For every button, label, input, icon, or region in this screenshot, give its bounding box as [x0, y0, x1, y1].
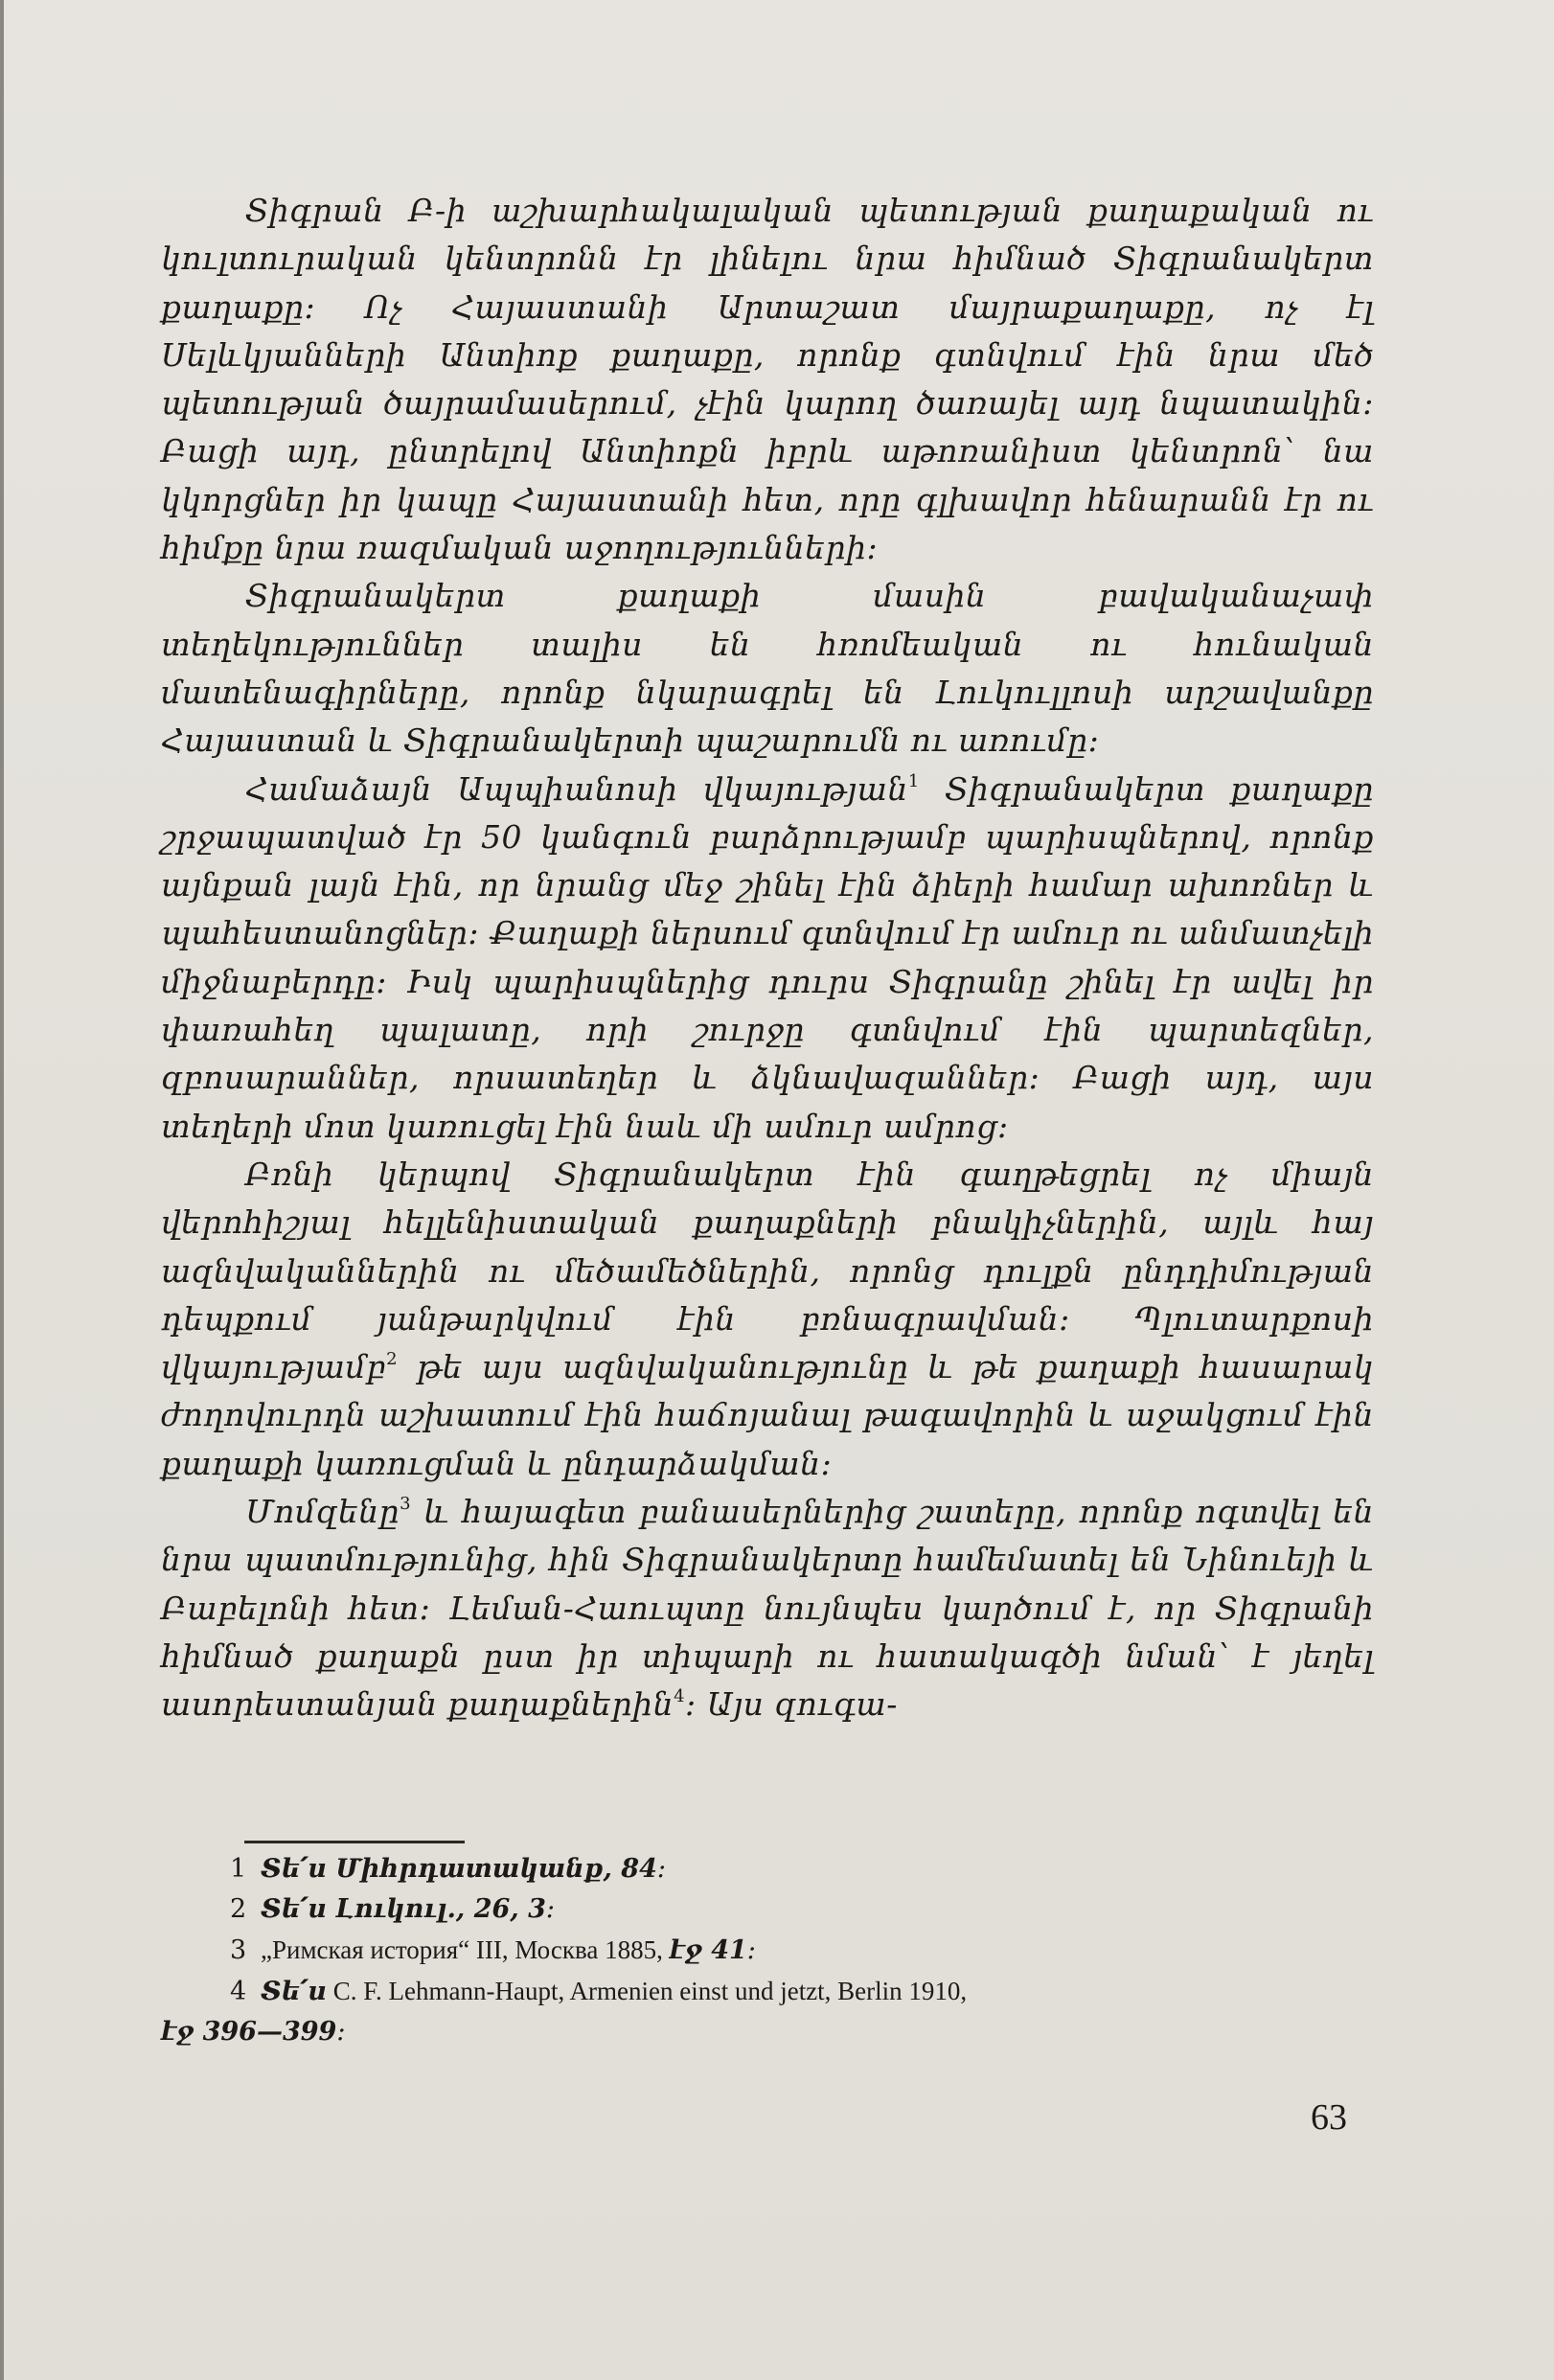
footnote-3: [161, 1930, 1374, 1971]
paragraph-text: Տիգրան Բ-ի աշխարհակալական պետության քաղաքական ու կուլտուրական կենտրոնն էր լինելու նրա հիմնած Տիգրանակերտ քաղաքը։ Ոչ Հայաստանի Արտաշատ մայրաքաղաքը, ոչ էլ Սելևկյանների Անտիոք քաղաքը, որոնք գտնվում էին նրա մեծ պետության ծայրամասերում, չէին կարող ծառայել այդ նպատակին։ Բացի այդ, ընտրելով Անտիոքն իբրև աթոռանիստ կենտրոն՝ նա կկորցներ իր կապը Հայաստանի հետ, որը գլխավոր հենարանն էր ու հիմքը նրա ռազմական աջողությունների։: [161, 192, 1374, 567]
footnotes: [161, 1849, 1374, 2052]
paragraph-text: և հայագետ բանասերներից շատերը, որոնք ոգտվել են նրա պատմությունից, հին Տիգրանակերտը համեմատել են Նինուեյի և Բաբելոնի հետ։ Լեման-Հաուպտը նույնպես կարծում է, որ Տիգրանի հիմնած քաղաքն ըստ իր տիպարի ու հատակագծի նման՝ է յեղել ասորեստանյան քաղաքներին: [161, 1493, 1374, 1724]
paragraph-3: [161, 766, 1374, 1151]
paragraph-text: Համաձայն Ապպիանոսի վկայության: [245, 769, 908, 808]
footnote-page: էջ 396—399։: [161, 2017, 346, 2047]
footnote-number: 3: [230, 1935, 247, 1965]
footnote-1: [161, 1849, 1374, 1889]
footnote-text: C. F. Lehmann-Haupt, Armenien einst und jetzt, Berlin 1910,: [326, 1977, 968, 2005]
paragraph-text: Տիգրանակերտ քաղաքի մասին բավականաչափ տեղեկություններ տալիս են հռոմեական ու հունական մատենագիրները, որոնք նկարագրել են Լուկուլլոսի արշավանքը Հայաստան և Տիգրանակերտի պաշարումն ու առումը։: [161, 577, 1374, 760]
main-text: [161, 187, 1374, 1729]
page-number: 63: [1311, 2097, 1347, 2138]
footnote-page: էջ 41։: [669, 1935, 756, 1965]
footnote-4: [161, 1971, 1374, 2052]
footnote-ref: Տե՛ս: [261, 1977, 327, 2006]
footnote-marker: 4: [674, 1686, 686, 1707]
paragraph-text: Բռնի կերպով Տիգրանակերտ էին գաղթեցրել ոչ միայն վերոհիշյալ հելլենիստական քաղաքների բնակիչներին, այլև հայ ազնվականներին ու մեծամեծներին, որոնց դուլքն ընդդիմության դեպքում յանթարկվում էին բռնագրավման։ Պլուտարքոսի վկայությամբ: [161, 1155, 1374, 1386]
paragraph-text: Տիգրանակերտ քաղաքը շրջապատված էր 50 կանգուն բարձրությամբ պարիսպներով, որոնք այնքան լայն էին, որ նրանց մեջ շինել էին ձիերի համար ախոռներ և պահեստանոցներ։ Քաղաքի ներսում գտնվում էր ամուր ու անմատչելի միջնաբերդը։ Իսկ պարիսպներից դուրս Տիգրանը շինել էր ավել իր փառահեղ պալատը, որի շուրջը գտնվում էին պարտեզներ, զբոսարաններ, որսատեղեր և ձկնավազաններ։ Բացի այդ, այս տեղերի մոտ կառուցել էին նաև մի ամուր ամրոց։: [161, 769, 1374, 1145]
footnote-marker: 2: [386, 1349, 399, 1370]
footnote-text: „Римская история“ III, Москва 1885,: [261, 1935, 670, 1964]
paragraph-1: [161, 187, 1374, 572]
paragraph-2: [161, 572, 1374, 765]
footnote-text: Լուկուլ., 26, 3։: [326, 1894, 556, 1924]
footnote-marker: 3: [400, 1494, 412, 1515]
paragraph-text: ։ Այս զուգա-: [685, 1685, 898, 1724]
page-edge: [0, 0, 4, 2380]
footnote-divider: [244, 1841, 465, 1843]
paragraph-4: [161, 1151, 1374, 1488]
footnote-number: 2: [230, 1894, 247, 1924]
paragraph-text: Մոմզենը: [245, 1493, 400, 1531]
footnote-ref: Տե՛ս: [261, 1854, 327, 1884]
footnote-ref: Տե՛ս: [261, 1894, 327, 1924]
footnote-text: Միհրդատականք, 84։: [326, 1854, 667, 1884]
paragraph-text: թե այս ազնվականությունը և թե քաղաքի հասարակ ժողովուրդն աշխատում էին հաճոյանալ թագավորին և աջակցում էին քաղաքի կառուցման և ընդարձակման։: [161, 1348, 1374, 1482]
paragraph-5: [161, 1488, 1374, 1728]
footnote-2: [161, 1889, 1374, 1930]
footnote-number: 4: [230, 1977, 247, 2006]
footnote-marker: 1: [907, 770, 920, 791]
footnote-number: 1: [230, 1854, 247, 1884]
